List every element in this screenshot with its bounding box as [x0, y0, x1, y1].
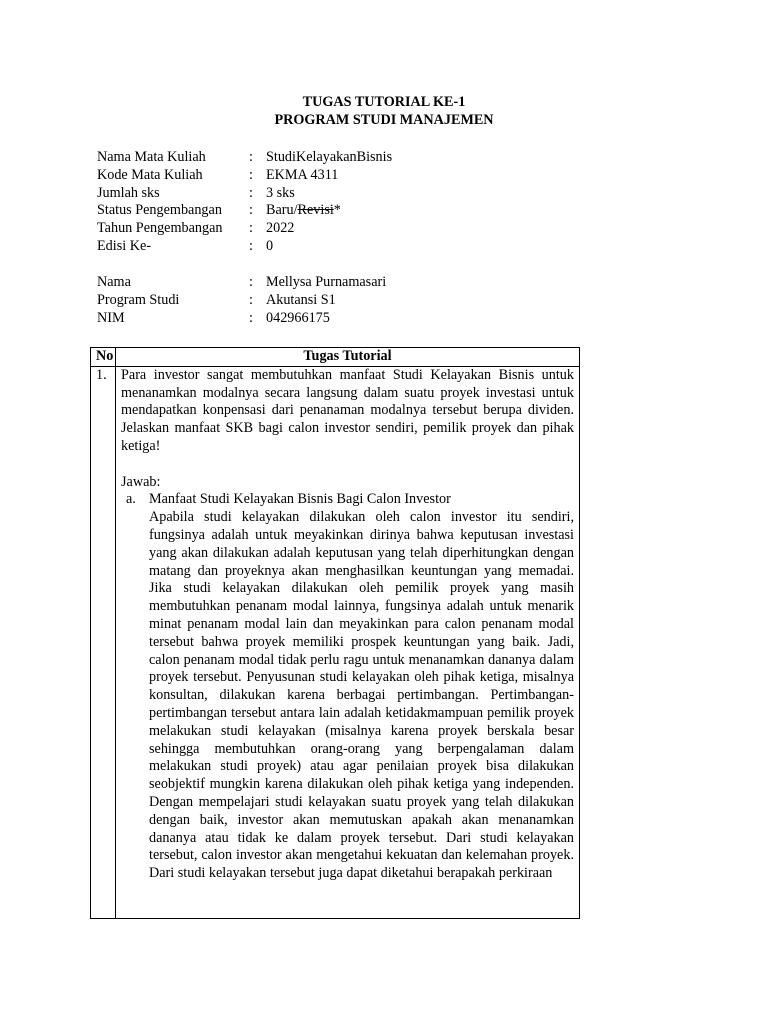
- column-header-no: No: [91, 348, 116, 367]
- course-info-row: [97, 202, 392, 220]
- info-value: 2022: [266, 220, 295, 237]
- task-cell: [116, 366, 580, 918]
- course-info-row: [97, 149, 392, 167]
- info-label: Nama Mata Kuliah: [97, 149, 206, 165]
- column-header-task: Tugas Tutorial: [116, 348, 580, 367]
- info-separator: :: [249, 220, 253, 237]
- subsection-text: Apabila studi kelayakan dilakukan oleh calon investor itu sendiri, fungsinya adalah untuk meyakinkan dirinya bahwa keputusan investasi yang akan dilakukan adalah keputusan yang telah diperhitungkan dengan matang dan proyeknya akan menghasilkan keuntungan yang memadai. Jika studi kelayakan dilakukan oleh pemilik proyek yang masih membutuhkan penanam modal lainnya, fungsinya adalah untuk menarik minat penanam modal lain dan meyakinkan para calon penanam modal tersebut bahwa proyek memiliki prospek keuntungan yang baik. Jadi, calon penanam modal tidak perlu ragu untuk menanamkan dananya dalam proyek tersebut. Penyusunan studi kelayakan oleh pihak ketiga, misalnya konsultan, dilakukan karena berbagai pertimbangan. Pertimbangan-pertimbangan tersebut antara lain adalah ketidakmampuan pemilik proyek melakukan studi kelayakan (misalnya karena proyek berskala besar sehingga membutuhkan orang-orang yang berpengalaman dalam melakukan studi proyek) atau agar penilaian proyek bisa dilakukan seobjektif mungkin karena dilakukan oleh pihak ketiga yang independen. Dengan mempelajari studi kelayakan suatu proyek yang telah dilakukan dengan baik, investor akan memutuskan apakah akan menanamkan dananya atau tidak ke dalam proyek tersebut. Dari studi kelayakan tersebut, calon investor akan mengetahui kekuatan dan kelemahan proyek. Dari studi kelayakan tersebut juga dapat diketahui berapakah perkiraan: [149, 509, 574, 882]
- info-separator: :: [249, 166, 253, 183]
- table-row: [91, 366, 580, 918]
- student-info-row: [97, 310, 386, 328]
- info-separator: :: [249, 202, 253, 219]
- status-asterisk: *: [333, 202, 341, 219]
- student-info-row: [97, 292, 386, 310]
- row-number: 1.: [91, 366, 116, 918]
- info-value: 0: [266, 237, 274, 254]
- info-label: Status Pengembangan: [97, 202, 222, 219]
- info-value: 042966175: [266, 309, 330, 326]
- course-info-row: [97, 185, 392, 203]
- info-separator: :: [249, 237, 253, 254]
- status-new: Baru/: [266, 202, 298, 219]
- subsection-heading: Manfaat Studi Kelayakan Bisnis Bagi Calon Investor: [149, 491, 451, 508]
- info-label: Program Studi: [97, 291, 180, 308]
- info-separator: :: [249, 309, 253, 326]
- course-info-row: [97, 220, 392, 238]
- answer-label: Jawab:: [121, 473, 161, 490]
- info-label: Edisi Ke-: [97, 237, 151, 254]
- status-revisi-struck: Revisi: [297, 202, 334, 219]
- student-info-row: [97, 274, 386, 292]
- info-label: Jumlah sks: [97, 184, 160, 201]
- status-value: [266, 202, 341, 220]
- info-value: Mellysa Purnamasari: [266, 274, 387, 290]
- info-separator: :: [249, 274, 253, 290]
- course-info-row: [97, 167, 392, 185]
- info-label: Nama: [97, 274, 131, 290]
- info-value: EKMA 4311: [266, 166, 339, 183]
- course-info-row: [97, 238, 392, 256]
- info-value: 3 sks: [266, 184, 295, 201]
- info-value: Akutansi S1: [266, 291, 336, 308]
- subsection-letter: a.: [126, 491, 136, 508]
- info-label: NIM: [97, 309, 125, 326]
- info-label: Kode Mata Kuliah: [97, 166, 203, 183]
- answer-subsection: [121, 491, 574, 883]
- info-separator: :: [249, 291, 253, 308]
- info-value: StudiKelayakanBisnis: [266, 149, 393, 165]
- info-label: Tahun Pengembangan: [97, 220, 223, 237]
- question-text: Para investor sangat membutuhkan manfaat Studi Kelayakan Bisnis untuk menanamkan modalnya secara langsung dalam suatu proyek investasi untuk mendapatkan konpensasi dari penanaman modalnya tersebut berupa dividen. Jelaskan manfaat SKB bagi calon investor sendiri, pemilik proyek dan pihak ketiga!: [121, 366, 574, 454]
- table-header-row: [91, 348, 580, 367]
- info-separator: :: [249, 149, 253, 165]
- student-info-block: [97, 274, 386, 327]
- info-separator: :: [249, 184, 253, 201]
- course-info-block: [97, 149, 392, 256]
- tutorial-table: [90, 347, 580, 919]
- document-subtitle: PROGRAM STUDI MANAJEMEN: [274, 112, 494, 128]
- document-title: TUGAS TUTORIAL KE-1: [302, 94, 466, 110]
